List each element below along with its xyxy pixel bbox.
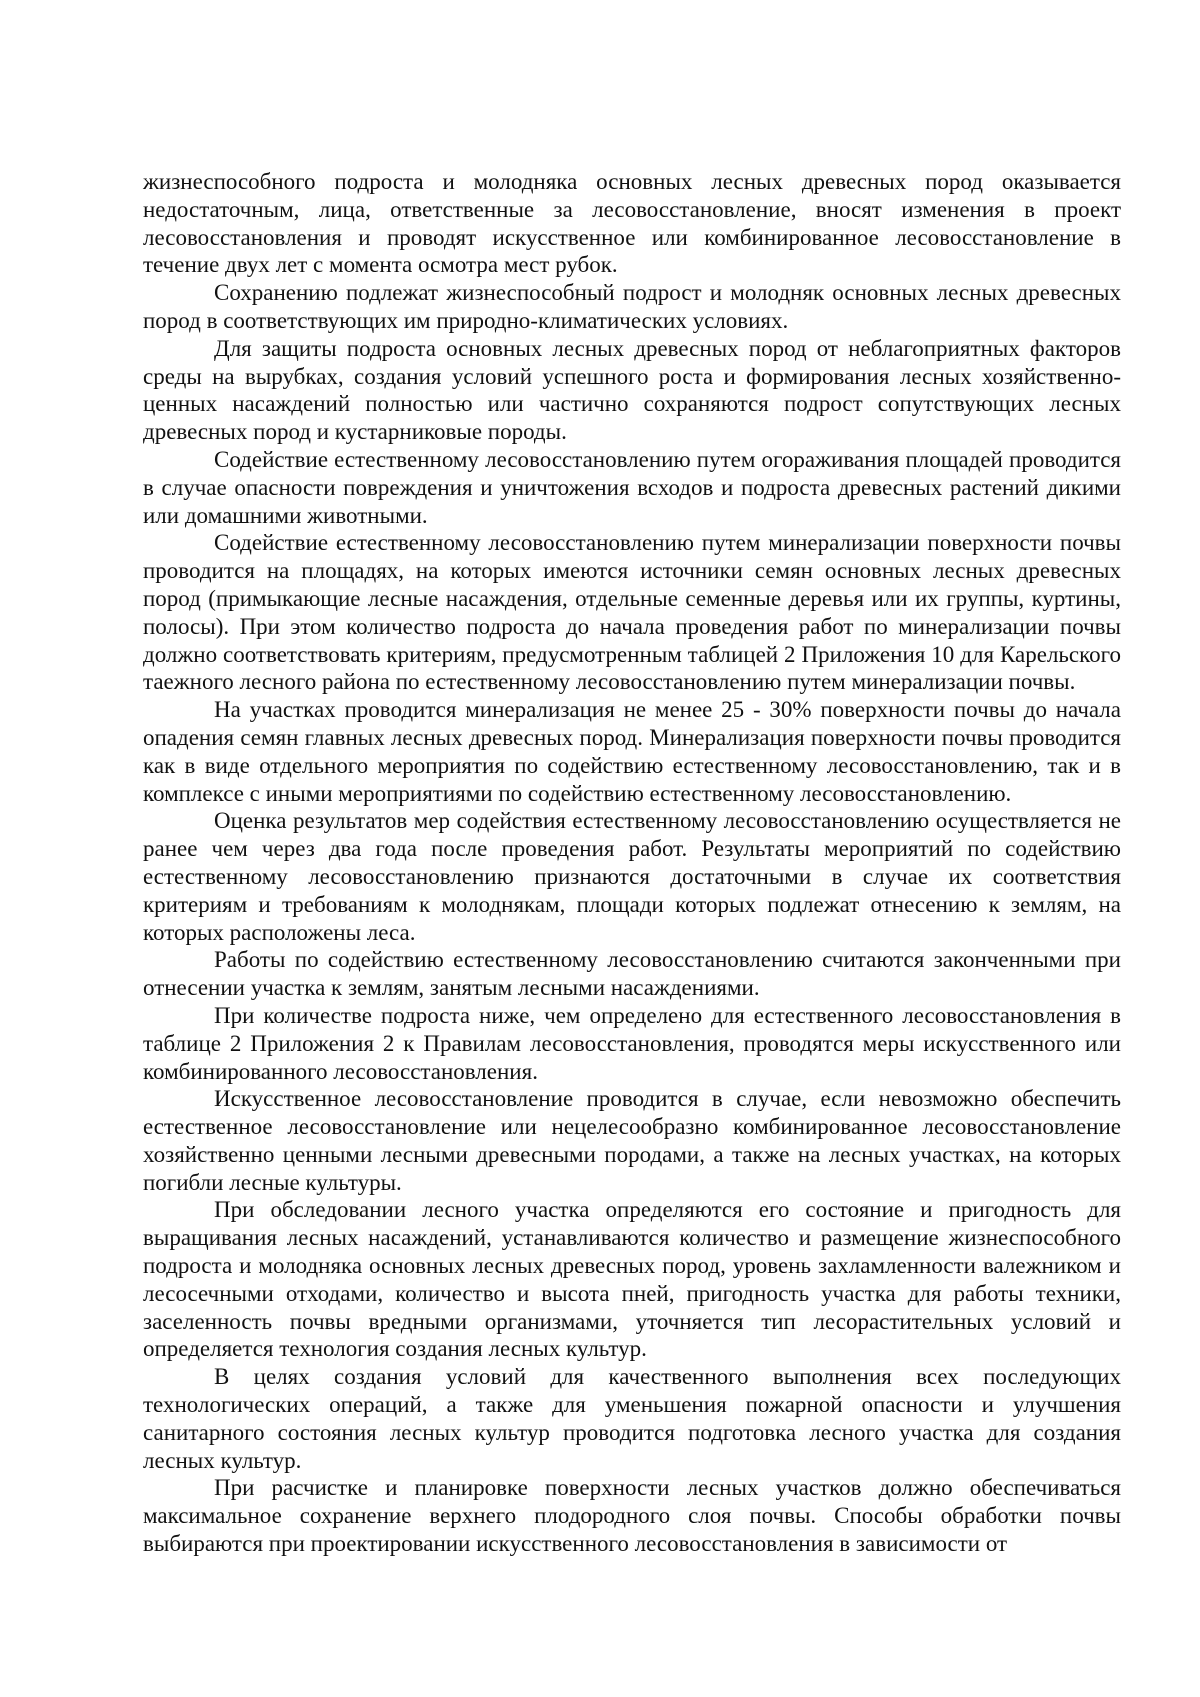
paragraph-9: При количестве подроста ниже, чем определено для естественного лесовосстановления в таблице 2 Приложения 2 к Правилам лесовосстановления, проводятся меры искусственного или комбинированного лесовосстановления.	[143, 1002, 1121, 1084]
document-body	[143, 168, 1121, 1558]
paragraph-13: При расчистке и планировке поверхности лесных участков должно обеспечиваться максимальное сохранение верхнего плодородного слоя почвы. Способы обработки почвы выбираются при проектировании искусственного лесовосстановления в зависимости от	[143, 1475, 1121, 1557]
paragraph-4: Содействие естественному лесовосстановлению путем огораживания площадей проводится в случае опасности повреждения и уничтожения всходов и подроста древесных растений дикими или домашними животными.	[143, 446, 1121, 528]
paragraph-10: Искусственное лесовосстановление проводится в случае, если невозможно обеспечить естественное лесовосстановление или нецелесообразно комбинированное лесовосстановление хозяйственно ценными лесными древесными породами, а также на лесных участках, на которых погибли лесные культуры.	[143, 1086, 1121, 1195]
paragraph-11: При обследовании лесного участка определяются его состояние и пригодность для выращивания лесных насаждений, устанавливаются количество и размещение жизнеспособного подроста и молодняка основных лесных древесных пород, уровень захламленности валежником и лесосечными отходами, количество и высота пней, пригодность участка для работы техники, заселенность почвы вредными организмами, уточняется тип лесорастительных условий и определяется технология создания лесных культур.	[143, 1197, 1121, 1362]
paragraph-5: Содействие естественному лесовосстановлению путем минерализации поверхности почвы проводится на площадях, на которых имеются источники семян основных лесных древесных пород (примыкающие лесные насаждения, отдельные семенные деревья или их группы, куртины, полосы). При этом количество подроста до начала проведения работ по минерализации почвы должно соответствовать критериям, предусмотренным таблицей 2 Приложения 10 для Карельского таежного лесного района по естественному лесовосстановлению путем минерализации почвы.	[143, 530, 1121, 695]
paragraph-8: Работы по содействию естественному лесовосстановлению считаются законченными при отнесении участка к землям, занятым лесными насаждениями.	[143, 947, 1121, 1001]
paragraph-7: Оценка результатов мер содействия естественному лесовосстановлению осуществляется не ранее чем через два года после проведения работ. Результаты мероприятий по содействию естественному лесовосстановлению признаются достаточными в случае их соответствия критериям и требованиям к молоднякам, площади которых подлежат отнесению к землям, на которых расположены леса.	[143, 808, 1121, 945]
paragraph-6: На участках проводится минерализация не менее 25 - 30% поверхности почвы до начала опадения семян главных лесных древесных пород. Минерализация поверхности почвы проводится как в виде отдельного мероприятия по содействию естественному лесовосстановлению, так и в комплексе с иными мероприятиями по содействию естественному лесовосстановлению.	[143, 697, 1121, 806]
paragraph-12: В целях создания условий для качественного выполнения всех последующих технологических операций, а также для уменьшения пожарной опасности и улучшения санитарного состояния лесных культур проводится подготовка лесного участка для создания лесных культур.	[143, 1364, 1121, 1473]
paragraph-2: Сохранению подлежат жизнеспособный подрост и молодняк основных лесных древесных пород в соответствующих им природно-климатических условиях.	[143, 280, 1121, 333]
paragraph-3: Для защиты подроста основных лесных древесных пород от неблагоприятных факторов среды на вырубках, создания условий успешного роста и формирования лесных хозяйственно-ценных насаждений полностью или частично сохраняются подрост сопутствующих лесных древесных пород и кустарниковые породы.	[143, 335, 1121, 445]
paragraph-1: жизнеспособного подроста и молодняка основных лесных древесных пород оказывается недостаточным, лица, ответственные за лесовосстановление, вносят изменения в проект лесовосстановления и проводят искусственное или комбинированное лесовосстановление в течение двух лет с момента осмотра мест рубок.	[143, 169, 1121, 278]
